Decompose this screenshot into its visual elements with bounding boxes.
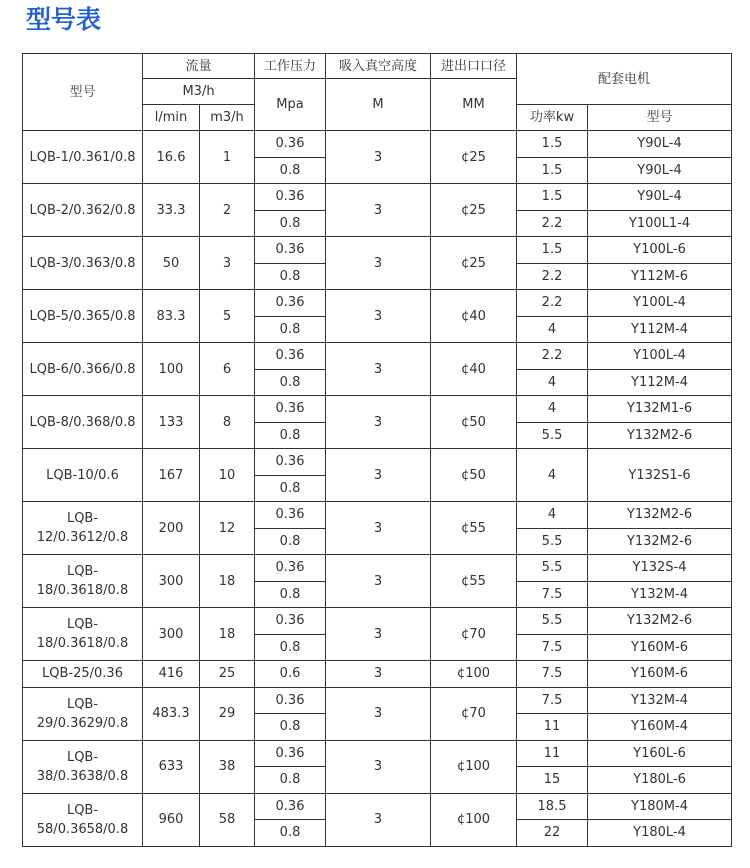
flow-m3h-cell: 29 — [200, 687, 255, 740]
pressure-cell: 0.8 — [255, 475, 326, 502]
table-row — [23, 396, 732, 423]
diameter-cell: ¢40 — [431, 290, 517, 343]
flow-m3h-cell: 10 — [200, 449, 255, 502]
motor-power-cell: 22 — [517, 820, 588, 847]
motor-power-cell: 2.2 — [517, 263, 588, 290]
pressure-cell: 0.36 — [255, 184, 326, 211]
flow-m3h-cell: 2 — [200, 184, 255, 237]
motor-model-cell: Y90L-4 — [588, 131, 732, 158]
header-suction: 吸入真空高度 — [326, 54, 431, 79]
pressure-cell: 0.8 — [255, 528, 326, 555]
motor-power-cell: 5.5 — [517, 555, 588, 582]
table-row — [23, 740, 732, 767]
page-title: 型号表 — [26, 5, 102, 34]
motor-power-cell: 2.2 — [517, 290, 588, 317]
table-row — [23, 608, 732, 635]
header-diameter-unit: MM — [431, 79, 517, 131]
header-pressure-unit: Mpa — [255, 79, 326, 131]
flow-lmin-cell: 416 — [143, 661, 200, 688]
pressure-cell: 0.36 — [255, 740, 326, 767]
pressure-cell: 0.36 — [255, 290, 326, 317]
suction-cell: 3 — [326, 502, 431, 555]
motor-model-cell: Y112M-6 — [588, 263, 732, 290]
pressure-cell: 0.36 — [255, 131, 326, 158]
pressure-cell: 0.8 — [255, 369, 326, 396]
header-motor-power: 功率kw — [517, 105, 588, 131]
motor-power-cell: 1.5 — [517, 237, 588, 264]
diameter-cell: ¢100 — [431, 661, 517, 688]
pressure-cell: 0.36 — [255, 608, 326, 635]
table-row — [23, 290, 732, 317]
motor-power-cell: 15 — [517, 767, 588, 794]
model-cell: LQB-5/0.365/0.8 — [23, 290, 143, 343]
header-model: 型号 — [23, 54, 143, 131]
diameter-cell: ¢55 — [431, 502, 517, 555]
flow-m3h-cell: 18 — [200, 555, 255, 608]
suction-cell: 3 — [326, 290, 431, 343]
flow-m3h-cell: 1 — [200, 131, 255, 184]
motor-power-cell: 7.5 — [517, 687, 588, 714]
motor-power-cell: 1.5 — [517, 184, 588, 211]
pressure-cell: 0.36 — [255, 502, 326, 529]
flow-lmin-cell: 300 — [143, 555, 200, 608]
header-motor-model: 型号 — [588, 105, 732, 131]
table-row — [23, 343, 732, 370]
motor-model-cell: Y180L-6 — [588, 767, 732, 794]
diameter-cell: ¢25 — [431, 184, 517, 237]
suction-cell: 3 — [326, 687, 431, 740]
flow-lmin-cell: 100 — [143, 343, 200, 396]
motor-power-cell: 5.5 — [517, 422, 588, 449]
flow-m3h-cell: 6 — [200, 343, 255, 396]
pressure-cell: 0.36 — [255, 687, 326, 714]
suction-cell: 3 — [326, 131, 431, 184]
header-pressure: 工作压力 — [255, 54, 326, 79]
flow-lmin-cell: 960 — [143, 793, 200, 846]
suction-cell: 3 — [326, 449, 431, 502]
pressure-cell: 0.8 — [255, 210, 326, 237]
flow-lmin-cell: 167 — [143, 449, 200, 502]
diameter-cell: ¢25 — [431, 237, 517, 290]
motor-model-cell: Y132M2-6 — [588, 608, 732, 635]
flow-m3h-cell: 5 — [200, 290, 255, 343]
model-cell: LQB-18/0.3618/0.8 — [23, 555, 143, 608]
diameter-cell: ¢50 — [431, 396, 517, 449]
header-diameter: 进出口口径 — [431, 54, 517, 79]
flow-m3h-cell: 18 — [200, 608, 255, 661]
table-row — [23, 237, 732, 264]
motor-model-cell: Y132M-4 — [588, 581, 732, 608]
header-flow-unit: M3/h — [143, 79, 255, 105]
motor-model-cell: Y160M-4 — [588, 714, 732, 741]
model-cell: LQB-29/0.3629/0.8 — [23, 687, 143, 740]
diameter-cell: ¢50 — [431, 449, 517, 502]
flow-lmin-cell: 483.3 — [143, 687, 200, 740]
model-cell: LQB-18/0.3618/0.8 — [23, 608, 143, 661]
motor-model-cell: Y112M-4 — [588, 369, 732, 396]
suction-cell: 3 — [326, 793, 431, 846]
motor-model-cell: Y132M1-6 — [588, 396, 732, 423]
pressure-cell: 0.8 — [255, 714, 326, 741]
model-cell: LQB-38/0.3638/0.8 — [23, 740, 143, 793]
motor-power-cell: 11 — [517, 740, 588, 767]
diameter-cell: ¢70 — [431, 687, 517, 740]
model-cell: LQB-25/0.36 — [23, 661, 143, 688]
diameter-cell: ¢40 — [431, 343, 517, 396]
diameter-cell: ¢70 — [431, 608, 517, 661]
motor-power-cell: 4 — [517, 369, 588, 396]
flow-m3h-cell: 25 — [200, 661, 255, 688]
motor-power-cell: 1.5 — [517, 157, 588, 184]
flow-m3h-cell: 38 — [200, 740, 255, 793]
pressure-cell: 0.36 — [255, 237, 326, 264]
header-suction-unit: M — [326, 79, 431, 131]
motor-model-cell: Y100L-4 — [588, 343, 732, 370]
motor-power-cell: 4 — [517, 502, 588, 529]
suction-cell: 3 — [326, 343, 431, 396]
pressure-cell: 0.36 — [255, 555, 326, 582]
motor-power-cell: 11 — [517, 714, 588, 741]
motor-model-cell: Y100L-6 — [588, 237, 732, 264]
motor-power-cell: 7.5 — [517, 661, 588, 688]
table-row — [23, 184, 732, 211]
pressure-cell: 0.8 — [255, 422, 326, 449]
pressure-cell: 0.8 — [255, 820, 326, 847]
pressure-cell: 0.8 — [255, 316, 326, 343]
motor-model-cell: Y160L-6 — [588, 740, 732, 767]
table-row — [23, 661, 732, 688]
motor-model-cell: Y90L-4 — [588, 184, 732, 211]
motor-model-cell: Y132M2-6 — [588, 528, 732, 555]
pressure-cell: 0.8 — [255, 157, 326, 184]
motor-model-cell: Y132S1-6 — [588, 449, 732, 502]
header-motor: 配套电机 — [517, 54, 732, 105]
table-row — [23, 793, 732, 820]
motor-model-cell: Y132S-4 — [588, 555, 732, 582]
motor-model-cell: Y180M-4 — [588, 793, 732, 820]
pressure-cell: 0.36 — [255, 449, 326, 476]
motor-power-cell: 4 — [517, 316, 588, 343]
pressure-cell: 0.8 — [255, 634, 326, 661]
model-spec-table — [22, 53, 732, 847]
motor-power-cell: 5.5 — [517, 608, 588, 635]
pressure-cell: 0.36 — [255, 793, 326, 820]
flow-lmin-cell: 633 — [143, 740, 200, 793]
flow-lmin-cell: 33.3 — [143, 184, 200, 237]
flow-m3h-cell: 8 — [200, 396, 255, 449]
table-row — [23, 449, 732, 476]
pressure-cell: 0.36 — [255, 396, 326, 423]
suction-cell: 3 — [326, 184, 431, 237]
model-cell: LQB-8/0.368/0.8 — [23, 396, 143, 449]
suction-cell: 3 — [326, 396, 431, 449]
pressure-cell: 0.8 — [255, 767, 326, 794]
suction-cell: 3 — [326, 740, 431, 793]
motor-model-cell: Y112M-4 — [588, 316, 732, 343]
motor-model-cell: Y100L1-4 — [588, 210, 732, 237]
motor-power-cell: 7.5 — [517, 581, 588, 608]
pressure-cell: 0.8 — [255, 581, 326, 608]
table-row — [23, 555, 732, 582]
motor-model-cell: Y132M-4 — [588, 687, 732, 714]
flow-lmin-cell: 200 — [143, 502, 200, 555]
motor-power-cell: 4 — [517, 396, 588, 423]
pressure-cell: 0.8 — [255, 263, 326, 290]
motor-power-cell: 2.2 — [517, 343, 588, 370]
motor-power-cell: 18.5 — [517, 793, 588, 820]
header-flow: 流量 — [143, 54, 255, 79]
flow-lmin-cell: 83.3 — [143, 290, 200, 343]
motor-model-cell: Y132M2-6 — [588, 422, 732, 449]
flow-lmin-cell: 300 — [143, 608, 200, 661]
suction-cell: 3 — [326, 555, 431, 608]
motor-power-cell: 1.5 — [517, 131, 588, 158]
diameter-cell: ¢100 — [431, 793, 517, 846]
motor-power-cell: 2.2 — [517, 210, 588, 237]
flow-lmin-cell: 133 — [143, 396, 200, 449]
motor-model-cell: Y160M-6 — [588, 661, 732, 688]
flow-m3h-cell: 3 — [200, 237, 255, 290]
table-row — [23, 687, 732, 714]
flow-lmin-cell: 16.6 — [143, 131, 200, 184]
motor-power-cell: 7.5 — [517, 634, 588, 661]
motor-model-cell: Y160M-6 — [588, 634, 732, 661]
motor-model-cell: Y90L-4 — [588, 157, 732, 184]
suction-cell: 3 — [326, 608, 431, 661]
suction-cell: 3 — [326, 237, 431, 290]
flow-lmin-cell: 50 — [143, 237, 200, 290]
flow-m3h-cell: 58 — [200, 793, 255, 846]
suction-cell: 3 — [326, 661, 431, 688]
diameter-cell: ¢55 — [431, 555, 517, 608]
motor-model-cell: Y180L-4 — [588, 820, 732, 847]
model-cell: LQB-1/0.361/0.8 — [23, 131, 143, 184]
table-row — [23, 131, 732, 158]
motor-power-cell: 4 — [517, 449, 588, 502]
table-row — [23, 502, 732, 529]
diameter-cell: ¢100 — [431, 740, 517, 793]
header-flow-lmin: l/min — [143, 105, 200, 131]
header-flow-m3h: m3/h — [200, 105, 255, 131]
pressure-cell: 0.6 — [255, 661, 326, 688]
diameter-cell: ¢25 — [431, 131, 517, 184]
model-cell: LQB-3/0.363/0.8 — [23, 237, 143, 290]
pressure-cell: 0.36 — [255, 343, 326, 370]
model-cell: LQB-2/0.362/0.8 — [23, 184, 143, 237]
motor-model-cell: Y100L-4 — [588, 290, 732, 317]
model-cell: LQB-58/0.3658/0.8 — [23, 793, 143, 846]
flow-m3h-cell: 12 — [200, 502, 255, 555]
model-cell: LQB-10/0.6 — [23, 449, 143, 502]
model-cell: LQB-12/0.3612/0.8 — [23, 502, 143, 555]
motor-power-cell: 5.5 — [517, 528, 588, 555]
motor-model-cell: Y132M2-6 — [588, 502, 732, 529]
model-cell: LQB-6/0.366/0.8 — [23, 343, 143, 396]
